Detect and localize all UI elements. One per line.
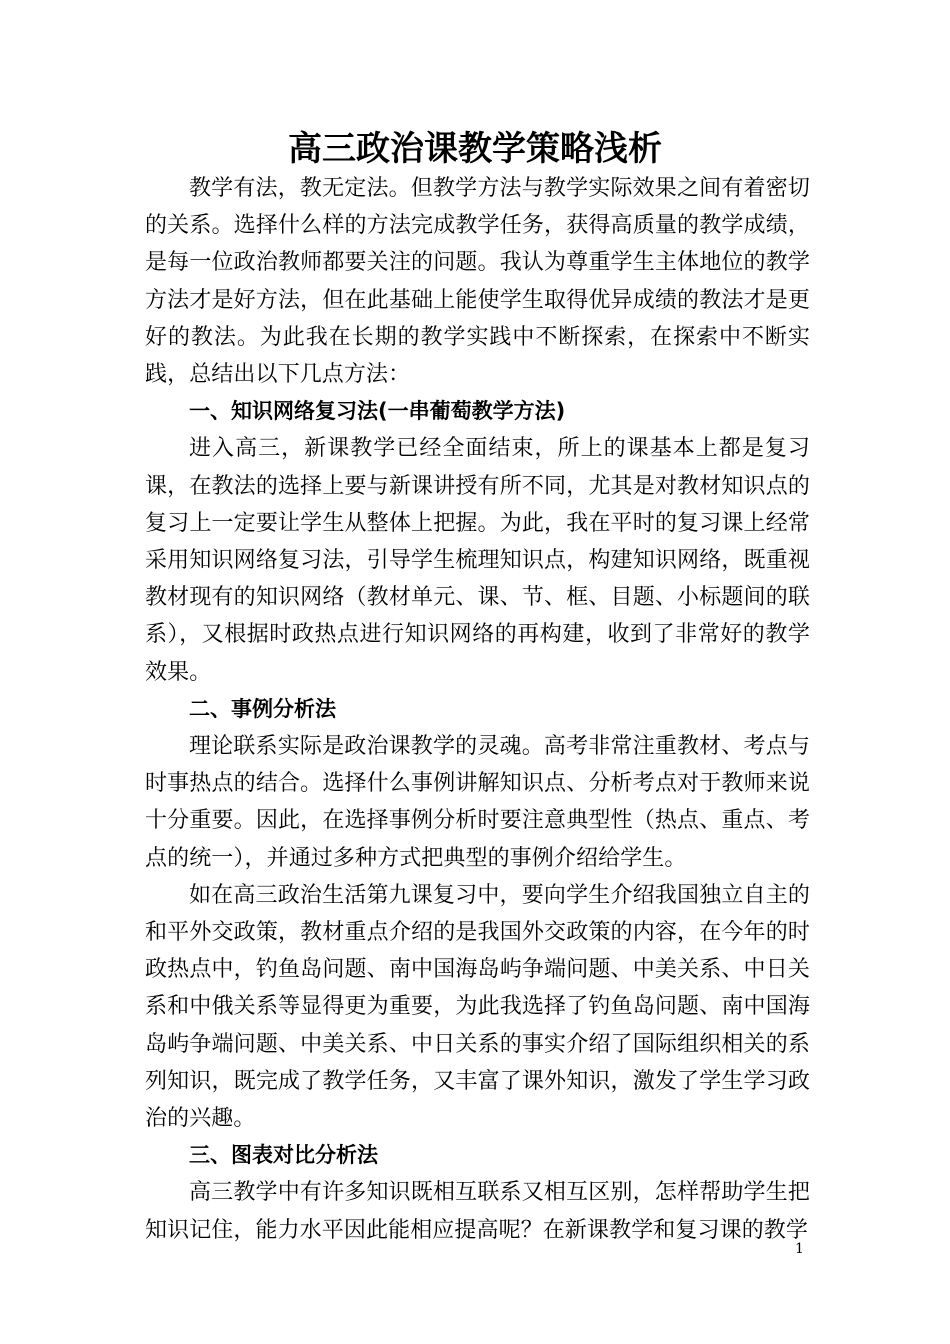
- page-number: 1: [795, 1241, 804, 1257]
- section-3-paragraph: 高三教学中有许多知识既相互联系又相互区别，怎样帮助学生把知识记住，能力水平因此能相应提高呢？在新课教学和复习课的教学: [145, 1180, 810, 1243]
- document-body: [145, 170, 810, 1249]
- section-heading-3: 三、图表对比分析法: [189, 1143, 378, 1168]
- section-heading-1: 一、知识网络复习法(一串葡萄教学方法): [189, 399, 566, 424]
- section-2-paragraph-1: 理论联系实际是政治课教学的灵魂。高考非常注重教材、考点与时事热点的结合。选择什么事例讲解知识点、分析考点对于教师来说十分重要。因此，在选择事例分析时要注意典型性（热点、重点、考点的统一），并通过多种方式把典型的事例介绍给学生。: [145, 734, 810, 871]
- document-title: 高三政治课教学策略浅析: [288, 129, 662, 169]
- section-2-paragraph-2: 如在高三政治生活第九课复习中，要向学生介绍我国独立自主的和平外交政策，教材重点介绍的是我国外交政策的内容，在今年的时政热点中，钓鱼岛问题、南中国海岛屿争端问题、中美关系、中日关系和中俄关系等显得更为重要，为此我选择了钓鱼岛问题、南中国海岛屿争端问题、中美关系、中日关系的事实介绍了国际组织相关的系列知识，既完成了教学任务，又丰富了课外知识，激发了学生学习政治的兴趣。: [145, 882, 810, 1132]
- section-heading-2: 二、事例分析法: [189, 696, 336, 721]
- intro-paragraph: 教学有法，教无定法。但教学方法与教学实际效果之间有着密切的关系。选择什么样的方法完成教学任务，获得高质量的教学成绩，是每一位政治教师都要关注的问题。我认为尊重学生主体地位的教学方法才是好方法，但在此基础上能使学生取得优异成绩的教法才是更好的教法。为此我在长期的教学实践中不断探索，在探索中不断实践，总结出以下几点方法：: [145, 176, 810, 388]
- section-1-paragraph: 进入高三，新课教学已经全面结束，所上的课基本上都是复习课，在教法的选择上要与新课讲授有所不同，尤其是对教材知识点的复习上一定要让学生从整体上把握。为此，我在平时的复习课上经常采用知识网络复习法，引导学生梳理知识点，构建知识网络，既重视教材现有的知识网络（教材单元、课、节、框、目题、小标题间的联系），又根据时政热点进行知识网络的再构建，收到了非常好的教学效果。: [145, 436, 810, 685]
